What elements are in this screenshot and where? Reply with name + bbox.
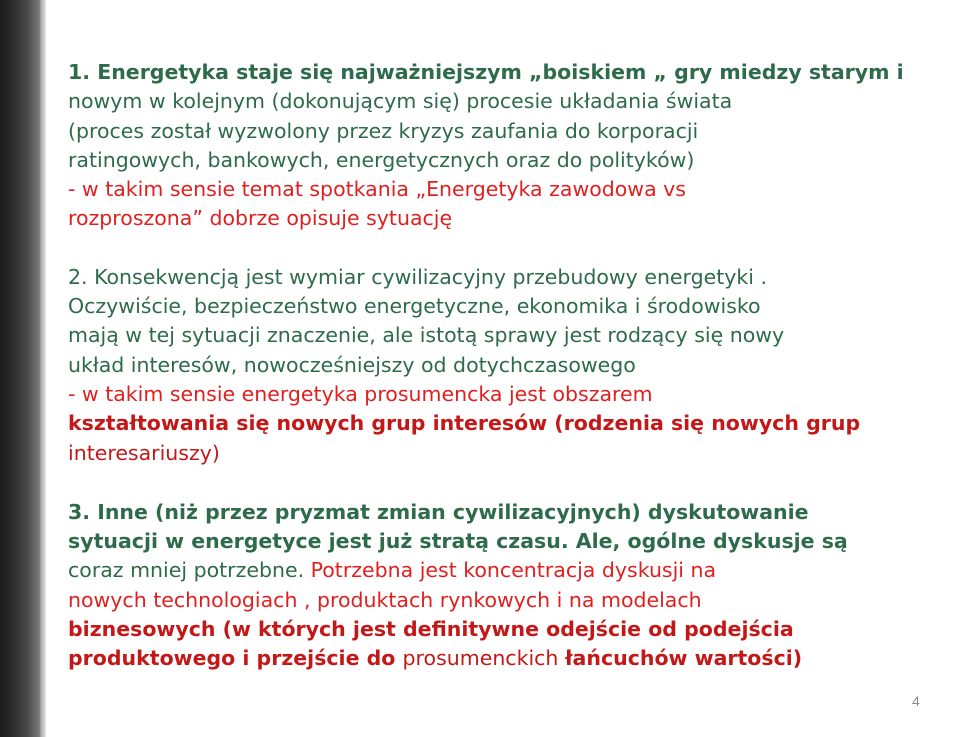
paragraph-3-line-3 (68, 556, 956, 585)
page-number: 4 (912, 693, 920, 709)
paragraph-3-line-5: biznesowych (w których jest definitywne odejście od podejścia (68, 617, 794, 642)
paragraph-1-line-6: rozproszona” dobrze opisuje sytuację (68, 206, 453, 231)
paragraph-3-line-4: nowych technologiach , produktach rynkowych i na modelach (68, 587, 702, 612)
paragraph-3-line-6 (68, 644, 956, 673)
paragraph-3-line-6-b: prosumenckich (402, 646, 565, 671)
paragraph-3-line-3-red: Potrzebna jest koncentracja dyskusji na (310, 558, 717, 583)
left-decorative-bar (0, 0, 46, 737)
paragraph-3 (68, 498, 956, 674)
paragraph-2-line-1: 2. Konsekwencją jest wymiar cywilizacyjny przebudowy energetyki . (68, 264, 768, 289)
paragraph-3-line-6-a: produktowego i przejście do (68, 646, 403, 671)
paragraph-2-line-5: - w takim sensie energetyka prosumencka jest obszarem (68, 381, 653, 406)
paragraph-3-line-6-c: łańcuchów wartości) (564, 646, 803, 671)
paragraph-1-line-5: - w takim sensie temat spotkania „Energetyka zawodowa vs (68, 177, 686, 202)
paragraph-2-line-6: kształtowania się nowych grup interesów (rodzenia się nowych grup (68, 411, 861, 436)
paragraph-3-line-1: 3. Inne (niż przez pryzmat zmian cywilizacyjnych) dyskutowanie (68, 499, 809, 524)
paragraph-1-line-4: ratingowych, bankowych, energetycznych oraz do polityków) (68, 147, 695, 172)
paragraph-1-line-3: (proces został wyzwolony przez kryzys zaufania do korporacji (68, 118, 699, 143)
paragraph-2-line-2: Oczywiście, bezpieczeństwo energetyczne, ekonomika i środowisko (68, 294, 761, 319)
paragraph-2-line-7: interesariuszy) (68, 440, 220, 465)
paragraph-1-line-1: 1. Energetyka staje się najważniejszym „boiskiem „ gry miedzy starym i (68, 60, 904, 84)
paragraph-2-line-3: mają w tej sytuacji znaczenie, ale istotą sprawy jest rodzący się nowy (68, 323, 785, 348)
paragraph-2 (68, 263, 956, 468)
paragraph-3-line-2: sytuacji w energetyce jest już stratą czasu. Ale, ogólne dyskusje są (68, 529, 848, 554)
paragraph-1 (68, 58, 956, 234)
paragraph-3-line-3-green: coraz mniej potrzebne. (68, 558, 311, 583)
paragraph-2-line-4: układ interesów, nowocześniejszy od dotychczasowego (68, 352, 636, 377)
slide-body (68, 58, 956, 674)
paragraph-1-line-2: nowym w kolejnym (dokonującym się) procesie układania świata (68, 89, 733, 114)
